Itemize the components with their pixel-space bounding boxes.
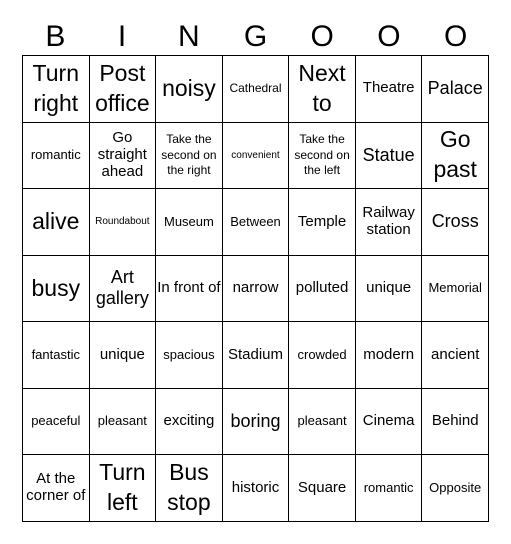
bingo-board	[22, 55, 489, 522]
bingo-cell[interactable]: pleasant	[289, 389, 356, 456]
bingo-cell[interactable]: Turn left	[90, 455, 157, 522]
bingo-cell[interactable]: Memorial	[422, 256, 489, 323]
header-letter-6: O	[377, 20, 401, 53]
bingo-cell[interactable]: Statue	[356, 123, 423, 190]
bingo-cell[interactable]: Cross	[422, 189, 489, 256]
bingo-cell[interactable]: At the corner of	[23, 455, 90, 522]
bingo-cell[interactable]: unique	[356, 256, 423, 323]
header-letter-3: N	[177, 20, 200, 53]
bingo-cell[interactable]: Take the second on the left	[289, 123, 356, 190]
bingo-cell[interactable]: Cinema	[356, 389, 423, 456]
bingo-cell[interactable]: Railway station	[356, 189, 423, 256]
bingo-cell[interactable]: Art gallery	[90, 256, 157, 323]
bingo-cell[interactable]: Square	[289, 455, 356, 522]
bingo-cell[interactable]: spacious	[156, 322, 223, 389]
bingo-cell[interactable]: ancient	[422, 322, 489, 389]
bingo-cell[interactable]: Go straight ahead	[90, 123, 157, 190]
bingo-cell[interactable]: Post office	[90, 56, 157, 123]
bingo-cell[interactable]: In front of	[156, 256, 223, 323]
bingo-cell[interactable]: fantastic	[23, 322, 90, 389]
bingo-cell[interactable]: Turn right	[23, 56, 90, 123]
bingo-cell[interactable]: historic	[223, 455, 290, 522]
bingo-cell[interactable]: noisy	[156, 56, 223, 123]
bingo-cell[interactable]: boring	[223, 389, 290, 456]
bingo-cell[interactable]: Theatre	[356, 56, 423, 123]
bingo-cell[interactable]: Next to	[289, 56, 356, 123]
bingo-cell[interactable]: Bus stop	[156, 455, 223, 522]
bingo-cell[interactable]: Museum	[156, 189, 223, 256]
bingo-cell[interactable]: crowded	[289, 322, 356, 389]
bingo-cell[interactable]: Temple	[289, 189, 356, 256]
header-letter-2: I	[117, 20, 127, 53]
bingo-cell[interactable]: pleasant	[90, 389, 157, 456]
bingo-cell[interactable]: Cathedral	[223, 56, 290, 123]
bingo-cell[interactable]: Opposite	[422, 455, 489, 522]
bingo-cell[interactable]: alive	[23, 189, 90, 256]
header-letter-7: O	[443, 20, 468, 53]
bingo-cell[interactable]: Roundabout	[90, 189, 157, 256]
bingo-cell[interactable]: Between	[223, 189, 290, 256]
bingo-cell[interactable]: Go past	[422, 123, 489, 190]
header-letter-1: B	[45, 20, 66, 53]
bingo-cell[interactable]: Behind	[422, 389, 489, 456]
bingo-cell[interactable]: peaceful	[23, 389, 90, 456]
bingo-cell[interactable]: unique	[90, 322, 157, 389]
header-letter-5: O	[310, 20, 334, 53]
bingo-cell[interactable]: narrow	[223, 256, 290, 323]
bingo-cell[interactable]: convenient	[223, 123, 290, 190]
bingo-cell[interactable]: romantic	[23, 123, 90, 190]
bingo-cell[interactable]: Palace	[422, 56, 489, 123]
bingo-cell[interactable]: romantic	[356, 455, 423, 522]
bingo-cell[interactable]: Stadium	[223, 322, 290, 389]
bingo-cell[interactable]: modern	[356, 322, 423, 389]
header-letter-4: G	[243, 20, 268, 53]
bingo-cell[interactable]: polluted	[289, 256, 356, 323]
bingo-cell[interactable]: exciting	[156, 389, 223, 456]
bingo-header	[22, 18, 489, 56]
bingo-cell[interactable]: busy	[23, 256, 90, 323]
bingo-cell[interactable]: Take the second on the right	[156, 123, 223, 190]
